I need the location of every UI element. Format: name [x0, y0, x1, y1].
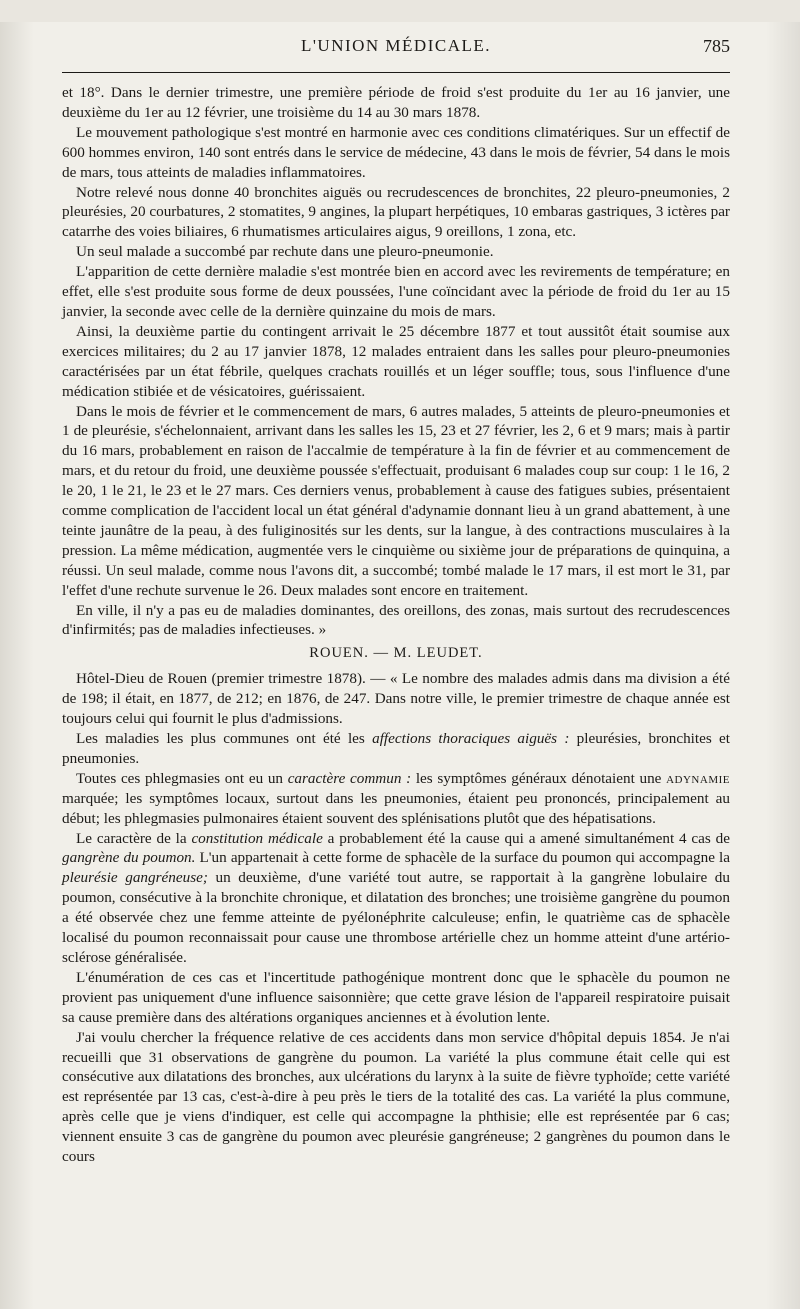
- paragraph: [62, 729, 730, 769]
- paragraph: Le mouvement pathologique s'est montré en harmonie avec ces conditions climatériques. Sur un effectif de 600 hommes environ, 140 sont entrés dans le service de médecine, 43 dans le mois de février, 54 dans le mois de mars, tous atteints de maladies inflammatoires.: [62, 123, 730, 181]
- paragraph: Notre relevé nous donne 40 bronchites aiguës ou recrudescences de bronchites, 22 pleuro-pneumonies, 2 pleurésies, 20 courbatures, 2 stomatites, 9 angines, la plupart herpétiques, 10 embaras gastriques, 3 ictères par catarrhe des voies biliaires, 6 rhumatismes articulaires aigus, 9 oreillons, 1 zona, etc.: [62, 183, 730, 241]
- page-number: 785: [703, 36, 730, 56]
- paragraph: [62, 829, 730, 968]
- text-run: pleurésies, bronchites et pneumonies.: [62, 730, 730, 767]
- text-run: Le caractère de la: [76, 829, 192, 847]
- small-caps-term: adynamie: [666, 769, 730, 787]
- paragraph: L'apparition de cette dernière maladie s'est montrée bien en accord avec les revirements de température; en effet, elle s'est produite sous forme de deux poussées, l'une coïncidant avec la période de froid du 1er au 15 janvier, la seconde avec celle de la dernière quinzaine du mois de mars.: [62, 263, 730, 320]
- journal-title: L'UNION MÉDICALE.: [300, 36, 492, 55]
- text-run: L'un appartenait à cette forme de sphacèle de la surface du poumon qui accompagne la: [195, 849, 730, 867]
- paragraph: Hôtel-Dieu de Rouen (premier trimestre 1878). — « Le nombre des malades admis dans ma division a été de 198; il était, en 1877, de 212; en 1876, de 247. Dans notre ville, le premier trimestre de chaque année est toujours celui qui fournit le plus d'admissions.: [62, 670, 730, 728]
- section-heading: ROUEN. — M. LEUDET.: [309, 645, 483, 662]
- paragraph: Ainsi, la deuxième partie du contingent arrivait le 25 décembre 1877 et tout aussitôt était soumise aux exercices militaires; du 2 au 17 janvier 1878, 12 malades entraient dans les salles pour pleuro-pneumonies caractérisées par un état fébrile, quelques crachats rouillés et un léger souffle; tous, sous l'influence d'une médication stibiée et de vésicatoires, guérissaient.: [62, 322, 730, 400]
- paragraph: [62, 769, 730, 829]
- text-run: un deuxième, d'une variété tout autre, se rapportait à la gangrène lobulaire du poumon, consécutive à la bronchite chronique, et dilatation des bronches; une troisième gangrène du poumon a été observée chez une femme atteinte de pyélonéphrite calculeuse; enfin, le quatrième cas de sphacèle localisé du poumon reconnaissait pour cause une thrombose artérielle chez un homme atteint d'une artério-sclérose généralisée.: [62, 869, 730, 966]
- paragraph: En ville, il n'y a pas eu de maladies dominantes, des oreillons, des zonas, mais surtout des recrudescences d'infirmités; pas de maladies infectieuses. »: [62, 601, 730, 639]
- italic-phrase: gangrène du poumon.: [62, 849, 196, 867]
- article-body: [62, 83, 730, 1167]
- paragraph: Dans le mois de février et le commencement de mars, 6 autres malades, 5 atteints de pleuro-pneumonies et 1 de pleurésie, s'échelonnaient, arrivant dans les salles les 15, 23 et 27 février, les 2, 6 et 9 mars; mais à partir du 16 mars, probablement en raison de l'accalmie de température à la fin de février et au commencement de mars, et du retour du froid, une deuxième poussée s'effectuait, produisant 6 malades coup sur coup: 1 le 16, 2 le 20, 1 le 21, le 23 et le 27 mars. Ces derniers venus, probablement à cause des fatigues subies, présentaient comme complication de l'accident local un état général d'adynamie donnant lieu à un grand abattement, à une teinte jaunâtre de la peau, à des fuliginosités sur les dents, sur la langue, à des contractions musculaires à la pression. La même médication, augmentée vers le cinquième ou sixième jour de préparations de quinquina, a réussi. Un seul malade, comme nous l'avons dit, a succombé; tombé malade le 17 mars, il est mort le 31, par l'effet d'une rechute survenue le 26. Deux malades sont encore en traitement.: [62, 402, 730, 599]
- text-run: Les maladies les plus communes ont été les: [76, 730, 373, 747]
- italic-phrase: constitution médicale: [191, 829, 323, 847]
- page-gutter-shadow: [0, 22, 34, 1309]
- text-run: les symptômes généraux dénotaient une: [411, 769, 667, 787]
- paragraph: L'énumération de ces cas et l'incertitude pathogénique montrent donc que le sphacèle du poumon ne provient pas uniquement d'une influence saisonnière; que cette grave lésion de l'appareil respiratoire puisait sa cause première dans des altérations organiques anciennes et à évolution lente.: [62, 968, 730, 1026]
- italic-phrase: pleurésie gangréneuse;: [62, 869, 208, 887]
- page-edge-shadow: [766, 22, 800, 1309]
- paragraph: et 18°. Dans le dernier trimestre, une première période de froid s'est produite du 1er au 16 janvier, une deuxième du 1er au 12 février, une troisième du 14 au 30 mars 1878.: [62, 84, 730, 121]
- journal-page: [0, 22, 800, 1309]
- text-run: a probablement été la cause qui a amené simultanément 4 cas de: [322, 829, 730, 847]
- text-run: marquée; les symptômes locaux, surtout dans les pneumonies, étaient peu prononcés, principalement au début; les phlegmasies pulmonaires étaient souvent des splénisations plutôt que des hépatisations.: [62, 789, 730, 827]
- paragraph: J'ai voulu chercher la fréquence relative de ces accidents dans mon service d'hôpital depuis 1854. Je n'ai recueilli que 31 observations de gangrène du poumon. La variété la plus commune était celle qui est consécutive aux dilatations des bronches, aux ulcérations du larynx à la suite de fièvre typhoïde; cette variété est représentée par 13 cas, c'est-à-dire à peu près le tiers de la totalité des cas. La variété la plus commune, après celle que je viens d'indiquer, est celle qui accompagne la phthisie; elle est représentée par 6 cas; viennent ensuite 3 cas de gangrène du poumon avec pleurésie gangréneuse; 2 gangrènes du poumon dans le cours: [62, 1028, 730, 1166]
- paragraph: Un seul malade a succombé par rechute dans une pleuro-pneumonie.: [76, 243, 494, 261]
- italic-phrase: caractère commun :: [287, 769, 412, 787]
- text-run: Toutes ces phlegmasies ont eu un: [76, 769, 288, 787]
- running-header: [62, 22, 730, 73]
- italic-phrase: affections thoraciques aiguës :: [372, 730, 570, 747]
